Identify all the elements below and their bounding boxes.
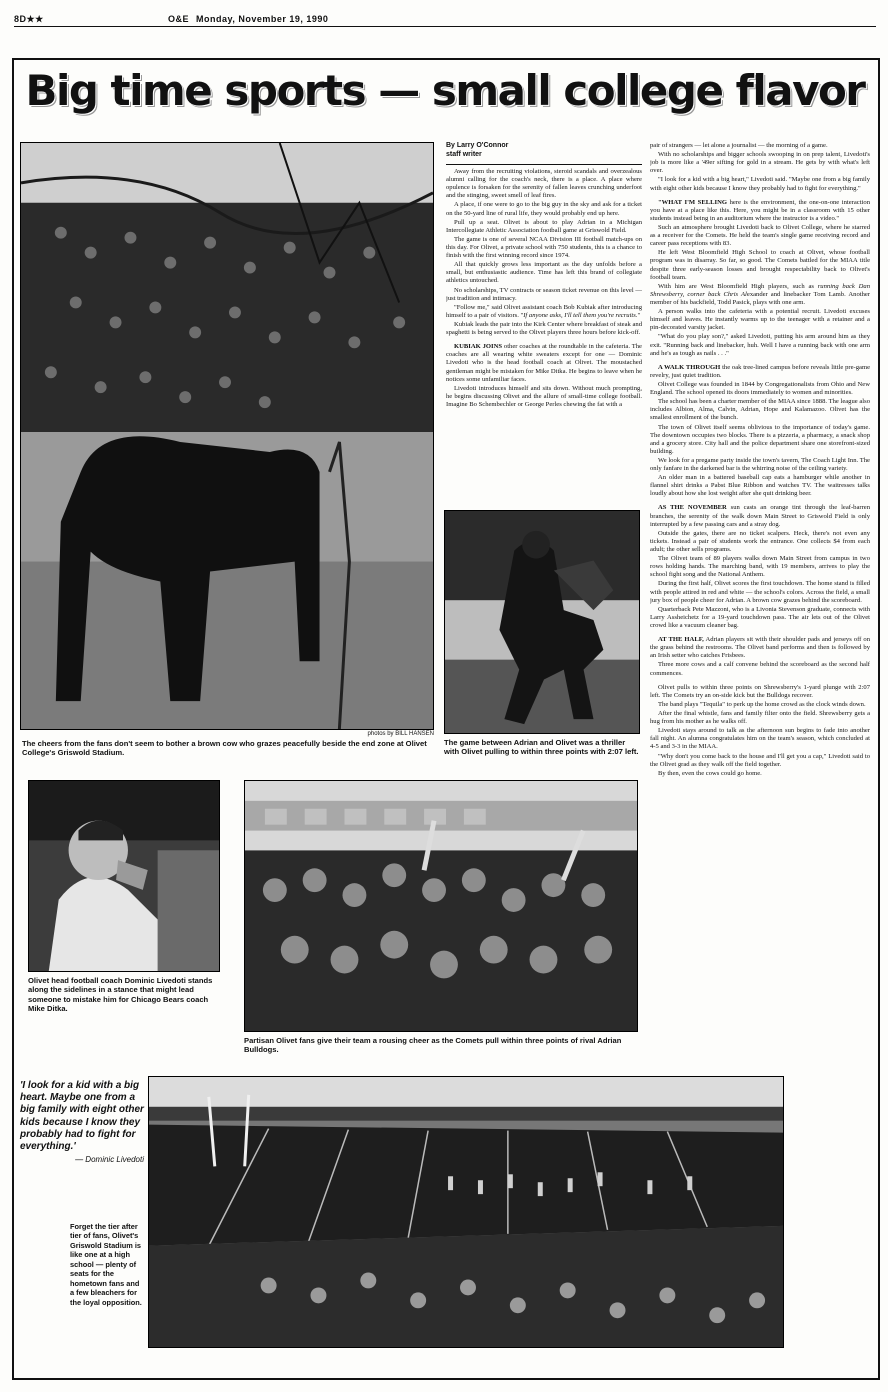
stadium-caption: Forget the tier after tier of fans, Olivet's Griswold Stadium is like one at a high school — plenty of seats for the hometown fans and a few bleachers for the loyal opposition. (70, 1222, 142, 1307)
article-paragraph: During the first half, Olivet scores the first touchdown. The home stand is filled with people attired in red and white — the school's colors. Across the field, a small jury box of people cheer for Adrian. A brown cow grazes behind the scoreboard. (650, 580, 870, 604)
article-paragraph: By then, even the cows could go home. (658, 769, 762, 777)
article-paragraph: "Why don't you come back to the house and I'll get you a cap," Livedoti said to the Olivet grad as they walk off the field together. (650, 752, 870, 768)
football-action-photo (444, 510, 640, 734)
article-paragraph: Pull up a seat. Olivet is about to play Adrian in a Michigan Intercollegiate Athletic Association football game at Griswold Field. (446, 218, 642, 234)
article-paragraph: "I look for a kid with a big heart," Livedoti said. "Maybe one from a big family with eight other kids because I know they probably had to fight for everything." (650, 176, 870, 192)
article-paragraph (650, 364, 870, 380)
article-paragraph: Livedoti stays around to talk as the afternoon sun begins to fade into another fall night. An alumna congratulates him on the team's season, which concluded at 4-5 and 3-3 in the MIAA. (650, 727, 870, 751)
article-paragraph (446, 343, 642, 384)
section-lead-in: A WALK THROUGH (658, 363, 721, 371)
article-paragraph: The band plays "Tequila" to perk up the home crowd as the clock winds down. (658, 700, 866, 708)
section-lead-in: KUBIAK JOINS (454, 343, 503, 351)
paragraph-text: exander and linebacker Tom Lamb. Another member of his backfield, Todd Pasick, plays with one arm. (650, 290, 870, 306)
fans-caption: Partisan Olivet fans give their team a rousing cheer as the Comets pull within three points of rival Adrian Bulldogs. (244, 1036, 622, 1055)
article-paragraph: No scholarships, TV contracts or season ticket revenue on this level — just tradition and intimacy. (446, 286, 642, 302)
article-paragraph: Away from the recruiting violations, steroid scandals and overzealous alumni calling for the coach's neck, there is a place. A place where opulence is forsaken for the serenity of fallen leaves crunching underfoot and the stinging, sweet smell of leaf fires. (446, 168, 642, 200)
paragraph-emphasis: running back Dan Shrewsberry, corner back Chris Al (650, 282, 870, 298)
article-paragraph (650, 283, 870, 307)
article-paragraph: Outside the gates, there are no ticket scalpers. Heck, there's not even any tickets. Instead a pair of students work the entrance. One collects $4 from each adult; the other sells programs. (650, 529, 870, 554)
quote-text: "Follow me," said Olivet assistant coach Bob Kubiak after introducing himself to a pair of visitors. " (446, 303, 642, 319)
byline-name: By Larry O'Connor (446, 142, 509, 149)
article-paragraph: With no scholarships and bigger schools swooping in on prep talent, Livedoti's job is more like a '49er sifting for gold in a stream. He gets by with what's left over. (650, 151, 870, 175)
article-paragraph: He left West Bloomfield High School to coach at Olivet, whose football program was in disarray. So far, so good. The Comets battled for the MIAA title despite three early-season losses and brought respectability back to Olivet's football team. (650, 249, 870, 281)
article-paragraph: Olivet College was founded in 1844 by Congregationalists from Ohio and New England. The school opened its doors immediately to women and minorities. (650, 380, 870, 397)
article-column-1 (446, 168, 642, 504)
article-paragraph: An older man in a battered baseball cap eats a hamburger while another in flannel shirt drinks a Pabst Blue Ribbon and watches TV. The waitresses talks loudly about how she lost weight after she quit drinking beer. (650, 474, 870, 498)
article-paragraph: Such an atmosphere brought Livedoti back to Olivet College, where he starred as a receiver for the Comets. He held the team's single game receiving record and career pass receptions with 83. (650, 223, 870, 248)
article-paragraph: The Olivet team of 89 players walks down Main Street from campus in two rows holding hands. The marching band, with 19 members, arrives to play the school fight song and the National Anthem. (650, 555, 870, 579)
section-lead-in: AT THE HALF, (658, 636, 704, 644)
article-paragraph: All that quickly grows less important as the day unfolds before a small, but enthusiastic audience. Time has left this brand of collegiate athletics untouched. (446, 261, 642, 285)
article-paragraph: After the final whistle, fans and family filter onto the field. Shrewsberry gets a hug from his mother as he walks off. (650, 710, 870, 726)
top-rule (14, 26, 876, 27)
byline (446, 142, 642, 160)
paragraph-text: sun casts an orange tint through the leaf-barren branches, the serenity of the walk down Main Street to Griswold Field is only interrupted by a few passing cars and a stray dog. (650, 504, 870, 528)
quote-emphasis: If anyone asks, I'll tell them you're recruits. (523, 311, 638, 319)
coach-caption: Olivet head football coach Dominic Livedoti stands along the sidelines in a stance that might lead someone to mistake him for Chicago Bears coach Mike Ditka. (28, 976, 213, 1014)
paragraph-text: other coaches at the roundtable in the cafeteria. The coaches are all wearing white sweaters except for one — Dominic Livedoti who is the head football coach at Olivet. The moustached gentleman might be mistaken for Mike Ditka. He begins to leave when he notices some unfamiliar faces. (446, 343, 642, 383)
article-column-2 (650, 142, 870, 1070)
byline-rule (446, 164, 642, 165)
photo-credit: photos by BILL HANSEN (367, 731, 434, 737)
game-caption: The game between Adrian and Olivet was a thriller with Olivet pulling to within three points with 2:07 left. (444, 738, 639, 757)
stadium-photo (148, 1076, 784, 1348)
section-lead-in: "WHAT I'M SELLING (658, 198, 727, 206)
quote-close: " (637, 311, 641, 319)
cow-caption: The cheers from the fans don't seem to bother a brown cow who grazes peacefully beside the end zone at Olivet College's Griswold Stadium. (22, 739, 427, 758)
fans-photo (244, 780, 638, 1032)
article-paragraph (650, 504, 870, 528)
section-name: O&E (168, 14, 190, 24)
paragraph-text: Adrian players sit with their shoulder pads and jerseys off on the grass behind the restrooms. The Olivet band performs and then is followed by an Irish setter who catches Frisbees. (650, 636, 870, 660)
article-paragraph (650, 636, 870, 660)
issue-date: Monday, November 19, 1990 (196, 14, 329, 24)
page-number: 8D★★ (14, 14, 44, 24)
pull-quote-attribution: — Dominic Livedoti (75, 1155, 144, 1165)
article-paragraph (650, 199, 870, 223)
article-paragraph: Kubiak leads the pair into the Kirk Center where breakfast of steak and spaghetti is being served to the Olivet players three hours before kick-off. (446, 320, 642, 337)
paragraph-text: With him are West Bloomfield High players, such as (658, 282, 818, 290)
article-paragraph: pair of strangers — let alone a journalist — the morning of a game. (650, 142, 828, 149)
paragraph-text: here is the environment, the one-on-one interaction you have at a place like this. Here, you might be in a classroom with 15 other students instead being in an auditorium where the instructor is a video." (650, 198, 870, 222)
article-paragraph: We look for a pregame party inside the town's tavern, The Coach Light Inn. The only fanfare in the darkened bar is the whirring noise of the ceiling variety. (650, 456, 870, 473)
cow-photo (20, 142, 434, 730)
article-paragraph (446, 304, 642, 320)
article-paragraph: A place, if one were to go to the big guy in the sky and ask for a ticket on the 50-yard line of rural life, they would probably end up here. (446, 201, 642, 217)
article-paragraph: "What do you play son?," asked Livedoti, putting his arm around him as they exit. "Running back and linebacker, huh. Well I have a running back with one arm and he's as tough as nails . . ." (650, 333, 870, 357)
coach-photo (28, 780, 220, 972)
article-paragraph: The town of Olivet itself seems oblivious to the importance of today's game. The downtown occupies two blocks. There is a pizzeria, a pharmacy, a snack shop and a grocery store. City hall and the police department share one storefront-sized building. (650, 423, 870, 455)
article-paragraph: Olivet pulls to within three points on Shrewsberry's 1-yard plunge with 2:07 left. The Comets try an on-side kick but the Bulldogs recover. (650, 683, 870, 699)
article-paragraph: Quarterback Pete Mazzoni, who is a Livonia Stevenson graduate, connects with Larry Assheichetz for a 19-yard touchdown pass. The air lets out of the Olivet crowd like a vacuum cleaner bag. (650, 605, 870, 630)
pull-quote (20, 1080, 144, 1164)
byline-title: staff writer (446, 150, 482, 158)
article-paragraph: The game is one of several NCAA Division III football match-ups on this day. For Olivet, a private school with 750 students, this is a chance to finish with the first winning record since 1974. (446, 235, 642, 260)
headline: Big time sports — small college flavor (25, 66, 865, 115)
paragraph-text: the oak tree-lined campus before reveals little pre-game revelry, just quiet tradition. (650, 363, 870, 379)
section-lead-in: AS THE NOVEMBER (658, 504, 727, 512)
pull-quote-text: 'I look for a kid with a big heart. Maybe one from a big family with eight other kids because I know they probably had to fight for everything.' (20, 1080, 144, 1152)
article-paragraph: A person walks into the cafeteria with a potential recruit. Livedoti excuses himself and leaves. He instantly warms up to the teenager with a retainer and a pin-decorated varsity jacket. (650, 308, 870, 332)
article-paragraph: Three more cows and a calf convene behind the scoreboard as the second half commences. (650, 661, 870, 677)
article-paragraph: Livedoti introduces himself and sits down. Without much prompting, he begins discussing Olivet and the allure of small-time college football. Imagine Bo Schembechler or George Perles chewing the fat with a (446, 384, 642, 408)
article-paragraph: The school has been a charter member of the MIAA since 1888. The league also includes Albion, Alma, Calvin, Adrian, Hope and Kalamazoo. Olivet has the smallest enrollment of the bunch. (650, 398, 870, 422)
